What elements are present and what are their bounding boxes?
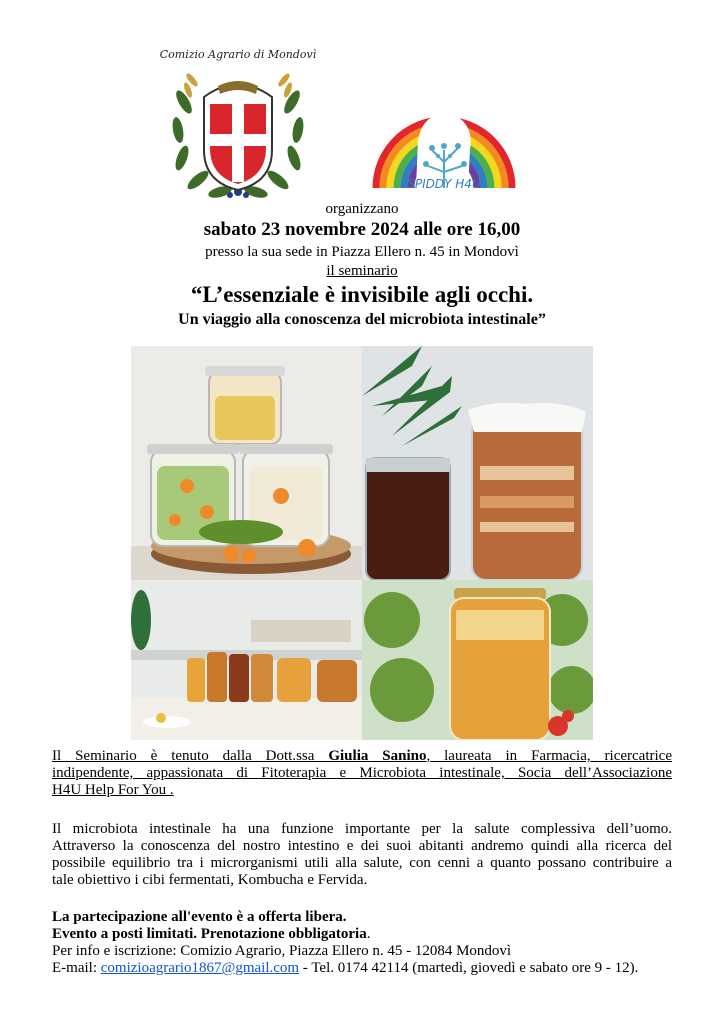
footer-block: [52, 909, 672, 977]
speaker-line-2: indipendente, appassionata di Fitoterapia e Microbiota intestinale, Socia dell’Associazione: [52, 765, 672, 781]
info-line: Per info e iscrizione: Comizio Agrario, Piazza Ellero n. 45 - 12084 Mondovì: [52, 943, 512, 959]
speaker-line-1: [52, 748, 672, 765]
event-kind-label: il seminario: [326, 263, 398, 279]
limited-note: [52, 926, 672, 943]
description-paragraph: [52, 821, 672, 889]
speaker-name: Giulia Sanino: [328, 748, 427, 764]
speaker-intro: Il Seminario è tenuto dalla Dott.ssa: [52, 748, 329, 764]
email-label: E-mail:: [52, 960, 101, 976]
spiddy-h4u-logo: [370, 70, 518, 192]
logo-text: SPIDDY H4U: [407, 177, 481, 191]
comizio-agrario-logo: [158, 42, 318, 202]
logo-text: Comizio Agrario di Mondovì: [159, 48, 317, 61]
limited-end: .: [366, 926, 371, 942]
photo-fermented-bottles: [131, 580, 362, 740]
photo-fervida-jar: [362, 580, 593, 740]
speaker-credential: , laureata in Farmacia, ricercatrice: [426, 748, 672, 764]
photo-sauerkraut-jars: [131, 346, 362, 580]
seminar-subtitle: Un viaggio alla conoscenza del microbiota intestinale”: [178, 311, 546, 328]
description-line: Attraverso la conoscenza del nostro intestino e dei suoi abitanti andremo quindi alla ricerca del: [52, 838, 672, 854]
participation-note: La partecipazione all'evento è a offerta libera.: [52, 909, 347, 925]
speaker-paragraph: [52, 748, 672, 799]
event-venue: presso la sua sede in Piazza Ellero n. 45 in Mondovì: [205, 244, 519, 260]
speaker-line-3: H4U Help For You .: [52, 782, 174, 798]
photo-kombucha-jars: [362, 346, 593, 580]
description-line: Il microbiota intestinale ha una funzione importante per la salute complessiva dell’uomo.: [52, 821, 672, 837]
event-kind: [0, 263, 724, 280]
event-date: sabato 23 novembre 2024 alle ore 16,00: [203, 219, 521, 240]
email-link[interactable]: comizioagrario1867@gmail.com: [100, 960, 300, 976]
limited-text: Evento a posti limitati. Prenotazione obbligatoria: [52, 926, 367, 942]
organizers-line: organizzano: [325, 201, 399, 217]
contact-line: [52, 960, 672, 977]
phone-text: - Tel. 0174 42114 (martedì, giovedì e sabato ore 9 - 12).: [299, 960, 639, 976]
description-line: possibile equilibrio tra i microrganismi utili alla salute, con cenni a quanto possano contribuire a: [52, 855, 672, 871]
description-line: tale obiettivo i cibi fermentati, Kombucha e Fervida.: [52, 872, 368, 888]
seminar-title: “L’essenziale è invisibile agli occhi.: [190, 282, 534, 307]
